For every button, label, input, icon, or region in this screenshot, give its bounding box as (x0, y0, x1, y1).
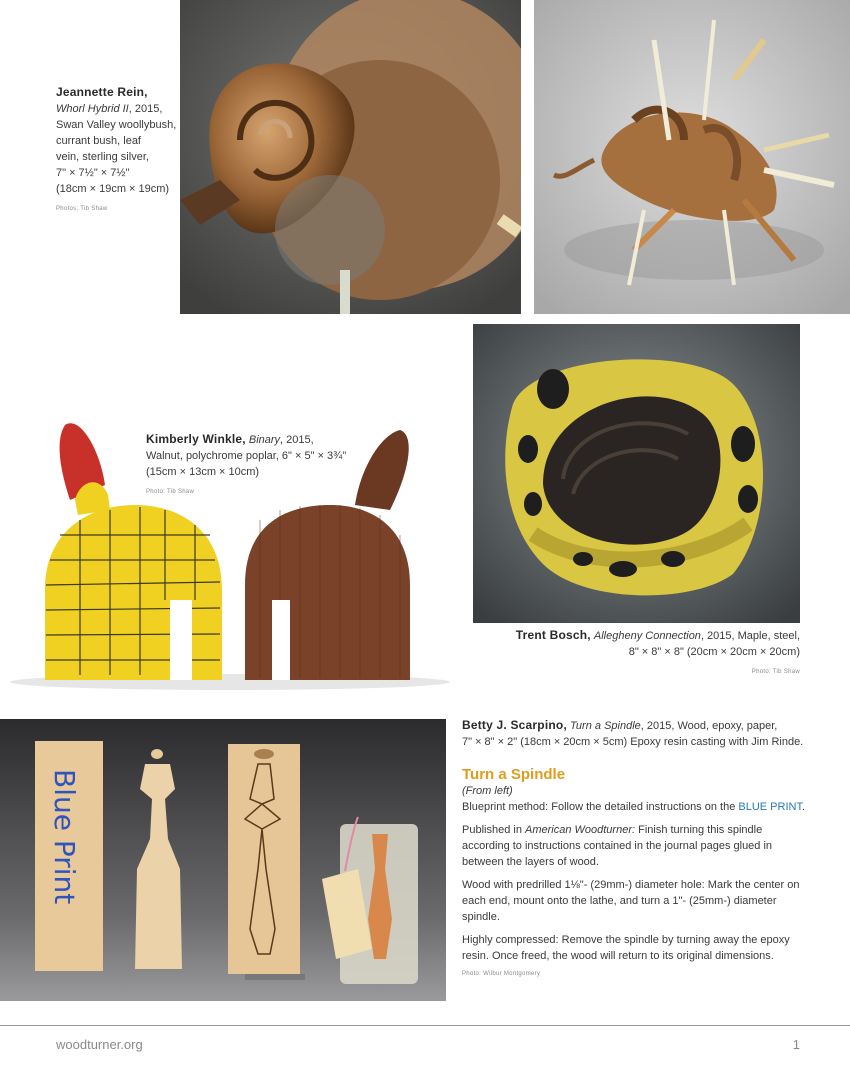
photo-whorl-hybrid-full (534, 0, 850, 314)
caption-line: Swan Valley woollybush, (56, 119, 177, 131)
paragraph-compressed: Highly compressed: Remove the spindle by turning away the epoxy resin. Once freed, the wood will return to its original dimensions. (462, 934, 790, 962)
footer-divider (0, 1025, 850, 1026)
section-heading: Turn a Spindle (462, 766, 566, 783)
caption-text: , 2015, Wood, epoxy, paper, (640, 720, 778, 732)
artist-name: Jeannette Rein, (56, 85, 148, 99)
caption-scarpino (462, 717, 842, 750)
blueprint-link[interactable]: BLUE PRINT (738, 801, 802, 813)
paragraph-predrilled: Wood with predrilled 1⅛"- (29mm-) diameter hole: Mark the center on each end, mount onto the lathe, and turn a 1"- (25mm-) diameter spindle. (462, 879, 800, 923)
photo-credit: Photo: Wilbur Montgomery (462, 971, 541, 977)
photo-whorl-hybrid-closeup (180, 0, 521, 314)
artwork-title: Whorl Hybrid II (56, 103, 129, 115)
photo-credit: Photos: Tib Shaw (56, 206, 108, 212)
caption-line: (18cm × 19cm × 19cm) (56, 183, 170, 195)
photo-allegheny-connection (473, 324, 800, 623)
caption-text: , 2015, (280, 434, 314, 446)
artist-name: Kimberly Winkle, (146, 432, 246, 446)
page-number: 1 (792, 1037, 800, 1052)
caption-bosch (470, 627, 800, 680)
paragraph-blueprint: Blueprint method: Follow the detailed instructions on the BLUE PRINT. (462, 801, 806, 813)
caption-line: 7" × 7½" × 7½" (56, 167, 130, 179)
caption-line: currant bush, leaf (56, 135, 141, 147)
caption-line: 7" × 8" × 2" (18cm × 20cm × 5cm) Epoxy resin casting with Jim Rinde. (462, 736, 804, 748)
artist-name: Trent Bosch, (515, 628, 591, 642)
photo-turn-a-spindle (0, 719, 446, 1001)
caption-line: (15cm × 13cm × 10cm) (146, 466, 260, 478)
spindle-section (462, 766, 807, 977)
artwork-title: Allegheny Connection (593, 630, 701, 642)
caption-rein (56, 84, 181, 217)
artwork-title: Binary (248, 434, 281, 446)
footer-site-link[interactable]: woodturner.org (56, 1037, 143, 1052)
artist-name: Betty J. Scarpino, (462, 718, 567, 732)
caption-line: vein, sterling silver, (56, 151, 149, 163)
section-subheading: (From left) (462, 785, 513, 797)
artwork-title: Turn a Spindle (570, 720, 641, 732)
block-text: Blue Print (48, 769, 81, 905)
caption-line: Walnut, polychrome poplar, 6" × 5" × 3¾" (146, 450, 347, 462)
paragraph-published: Published in American Woodturner: Finish turning this spindle according to instructions contained in the journal pages glued in between the layers of wood. (462, 824, 773, 868)
caption-text: , 2015, Maple, steel, (700, 630, 800, 642)
caption-text: , 2015, (128, 103, 163, 115)
photo-credit: Photo: Tib Shaw (146, 489, 195, 495)
photo-credit: Photo: Tib Shaw (751, 669, 800, 675)
caption-winkle (146, 431, 376, 500)
caption-line: 8" × 8" × 8" (20cm × 20cm × 20cm) (628, 646, 800, 658)
